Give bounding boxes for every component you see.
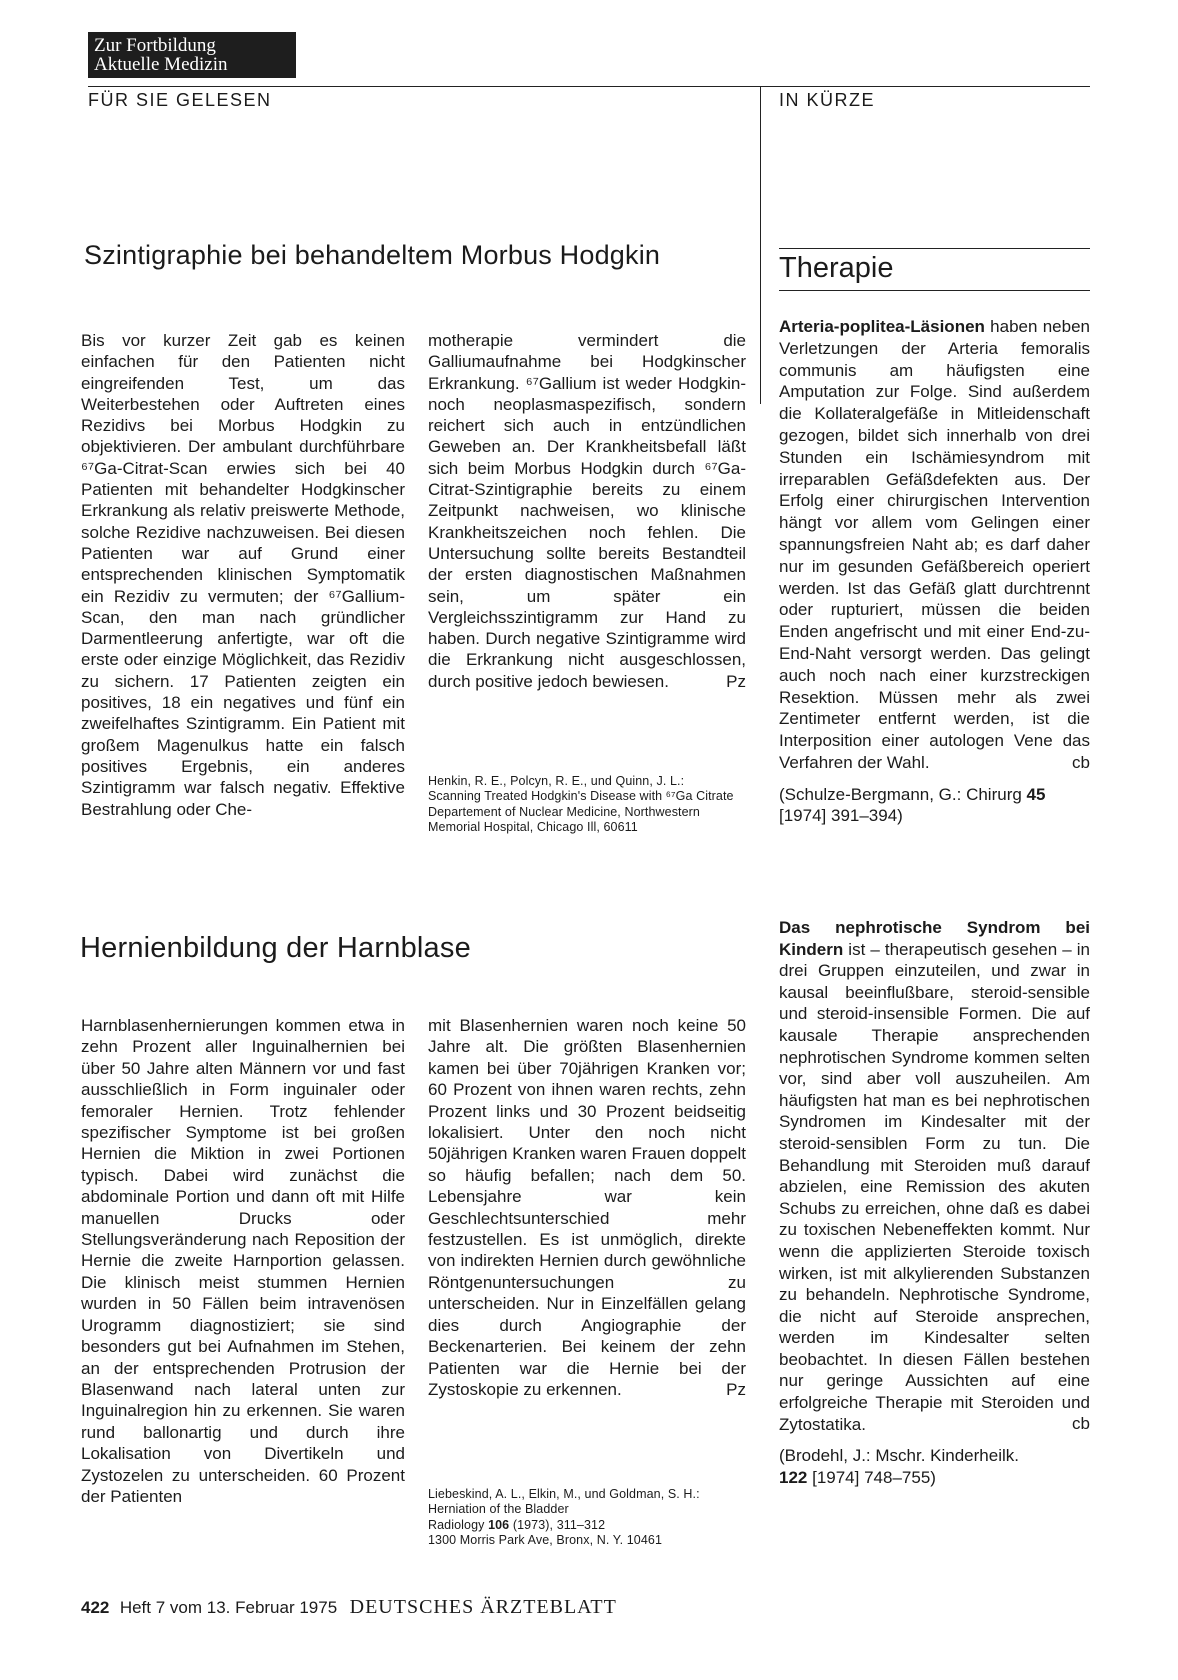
kurz-item2-citation bbox=[779, 1445, 1090, 1489]
article1-author: Pz bbox=[726, 672, 746, 692]
article1-text-col2: motherapie vermindert die Galliumaufnahme bei Hodgkinscher Erkrankung. ⁶⁷Gallium ist weder Hodgkin- noch neoplasmaspezifisch, sondern reichert sich auch in entzündlichen Geweben an. Der Krankheitsbefall läßt sich beim Morbus Hodgkin durch ⁶⁷Ga-Citrat-Szintigraphie bereits zu einem Zeitpunkt nachweisen, wo klinische Krankheitszeichen noch fehlen. Die Untersuchung sollte bereits Bestandteil der ersten diagnostischen Maßnahmen sein, um später ein Vergleichsszintigramm zur Hand zu haben. Durch negative Szintigramme wird die Erkrankung nicht ausgeschlossen, durch positive jedoch bewiesen. bbox=[428, 331, 746, 691]
kurz-item2-cite-post: [1974] 748–755) bbox=[807, 1467, 936, 1487]
article2-text-col1: Harnblasenhernierungen kommen etwa in zehn Prozent aller Inguinalhernien bei über 50 Jahre alten Männern vor und fast ausschließlich in Form inguinaler oder femoraler Hernien. Trotz fehlender spezifischer Symptome ist bei großen Hernien die Miktion in zwei Portionen typisch. Dabei wird zunächst die abdominale Portion und dann oft mit Hilfe manuellen Drucks oder Stellungsveränderung nach Reposition der Hernie die zweite Harnportion gelassen. Die klinisch meist stummen Hernien wurden in 50 Fällen beim intravenösen Urogramm diagnostiziert; sie sind besonders gut bei Aufnahmen im Stehen, an der entsprechenden Protrusion der Blasenwand nach lateral unten zur Inguinalregion hin zu erkennen. Sie waren rund ballonartig und durch ihre Lokalisation von Divertikeln und Zystozelen zu unterscheiden. 60 Prozent der Patienten bbox=[81, 1016, 405, 1506]
article1-column-2 bbox=[428, 330, 746, 692]
article1-ref-authors: Henkin, R. E., Polcyn, R. E., und Quinn, J. L.: bbox=[428, 774, 685, 788]
section-label-left: FÜR SIE GELESEN bbox=[88, 90, 272, 110]
kurz-item1-text: haben neben Verletzungen der Arteria femoralis communis am häufigsten eine Amputation zur Folge. Sind außerdem die Kollateralgefäße in Mitleidenschaft gezogen, bildet sich innerhalb von drei Stunden ein Ischämiesyndrom mit irreparablen Gefäßdefekten aus. Der Erfolg einer chirurgischen Intervention hängt vor allem vom Gelingen einer spannungsfreien Naht ab; es darf daher nur im gesunden Gefäßbereich operiert werden. Ist das Gefäß glatt durchtrennt oder rupturiert, müssen die beiden Enden angefrischt und mit einer End-zu-End-Naht versorgt werden. Das gelingt auch noch nach einer kurzstreckigen Resektion. Müssen mehr als zwei Zentimeter entfernt werden, ist die Interposition einer autologen Vene das Verfahren der Wahl. bbox=[779, 317, 1090, 772]
article2-title: Hernienbildung der Harnblase bbox=[80, 932, 471, 964]
page-footer bbox=[81, 1596, 617, 1619]
article2-ref-journal: Radiology bbox=[428, 1517, 485, 1532]
article1-text-col1: Bis vor kurzer Zeit gab es keinen einfachen für den Patienten nicht eingreifenden Test, um das Weiterbestehen oder Auftreten eines Rezidivs bei Morbus Hodgkin zu objektivieren. Der ambulant durchführbare ⁶⁷Ga-Citrat-Scan erwies sich bei 40 Patienten mit behandelter Hodgkinscher Erkrankung als relativ preiswerte Methode, solche Rezidive nachzuweisen. Bei diesen Patienten war auf Grund einer entsprechenden klinischen Symptomatik ein Rezidiv zu vermuten; der ⁶⁷Gallium-Scan, den man nach gründlicher Darmentleerung anfertigte, war oft die erste oder einzige Möglichkeit, das Rezidiv zu sichern. 17 Patienten zeigten ein positives, 18 ein negatives und fünf ein zweifelhaftes Szintigramm. Ein Patient mit großem Magenulkus hatte ein falsch positives Ergebnis, ein anderes Szintigramm war falsch negativ. Effektive Bestrahlung oder Che- bbox=[81, 331, 405, 819]
kurz-item1-cite-pre: (Schulze-Bergmann, G.: Chirurg bbox=[779, 784, 1027, 804]
magazine-name: DEUTSCHES ÄRZTEBLATT bbox=[349, 1596, 617, 1618]
article2-text-col2: mit Blasenhernien waren noch keine 50 Jahre alt. Die größten Blasenhernien kamen bei über 70jährigen Kranken vor; 60 Prozent von ihnen waren rechts, zehn Prozent links und 30 Prozent beidseitig lokalisiert. Unter den noch nicht 50jährigen Kranken waren Frauen doppelt so häufig befallen; nach dem 50. Lebensjahre war kein Geschlechtsunterschied mehr festzustellen. Es ist unmöglich, direkte von indirekten Hernien durch gewöhnliche Röntgenuntersuchungen zu unterscheiden. Nur in Einzelfällen gelang dies durch Angiographie der Beckenarterien. Bei keinem der zehn Patienten war die Hernie bei der Zystoskopie zu erkennen. bbox=[428, 1016, 746, 1399]
issue-info: Heft 7 vom 13. Februar 1975 bbox=[119, 1598, 338, 1617]
kurz-item2-cite-vol: 122 bbox=[779, 1467, 808, 1487]
kurz-item1-author: cb bbox=[1072, 752, 1090, 772]
article2-column-2 bbox=[428, 1015, 746, 1401]
article2-reference bbox=[428, 1487, 746, 1548]
article2-ref-journal-line bbox=[428, 1518, 746, 1533]
department-line-2: Aktuelle Medizin bbox=[94, 54, 228, 75]
article2-ref-volume: 106 bbox=[488, 1517, 510, 1532]
article2-ref-title: Herniation of the Bladder bbox=[428, 1502, 569, 1517]
kurz-item2-cite-pre: (Brodehl, J.: Mschr. Kinderheilk. bbox=[779, 1446, 1019, 1466]
article2-ref-authors: Liebeskind, A. L., Elkin, M., und Goldman, S. H.: bbox=[428, 1487, 700, 1501]
department-line-1: Zur Fortbildung bbox=[94, 35, 216, 56]
article2-ref-address: 1300 Morris Park Ave, Bronx, N. Y. 10461 bbox=[428, 1532, 662, 1547]
department-header bbox=[88, 32, 296, 78]
article1-title: Szintigraphie bei behandeltem Morbus Hodgkin bbox=[84, 240, 661, 270]
article1-column-1 bbox=[81, 330, 405, 820]
section-label-right: IN KÜRZE bbox=[779, 90, 876, 110]
article1-reference bbox=[428, 774, 746, 835]
article2-author: Pz bbox=[726, 1380, 746, 1400]
article2-column-1 bbox=[81, 1015, 405, 1507]
top-rule bbox=[88, 86, 1090, 87]
article2-ref-pages: (1973), 311–312 bbox=[512, 1517, 606, 1532]
column-divider bbox=[760, 86, 761, 404]
article1-ref-title: Scanning Treated Hodgkin's Disease with ⁶⁷Ga Citrate bbox=[428, 789, 734, 804]
kurz-item2-text: ist – therapeutisch gesehen – in drei Gruppen einzuteilen, und zwar in kausal beeinflußbare, steroid-sensible und steroid-insensible Formen. Die auf kausale Therapie ansprechenden nephrotischen Syndrome kommen selten vor, sind aber voll auszuheilen. Am häufigsten hat man es bei nephrotischen Syndromen im Kindesalter mit der steroid-sensiblen Form zu tun. Die Behandlung mit Steroiden muß darauf abzielen, eine Remission des akuten Schubs zu erreichen, ohne daß es dabei zu toxischen Nebeneffekten kommt. Nur wenn die applizierten Steroide toxisch wirken, ist mit alkylierenden Substanzen zu behandeln. Nephrotische Syndrome, die nicht auf Steroide ansprechen, werden im Kindesalter selten beobachtet. In diesen Fällen bestehen nur geringe Aussichten auf eine erfolgreiche Therapie mit Steroiden und Zytostatika. bbox=[779, 939, 1090, 1434]
kurz-item2-lead: Das nephrotische Syndrom bei Kindern bbox=[779, 918, 1090, 959]
kurz-item1-paragraph bbox=[779, 316, 1090, 774]
kurz-item-2 bbox=[779, 917, 1090, 1489]
article1-ref-address: Departement of Nuclear Medicine, Northwestern Memorial Hospital, Chicago Ill, 60611 bbox=[428, 804, 700, 834]
kurz-item-1 bbox=[779, 316, 1090, 827]
kurz-item1-lead: Arteria-poplitea-Läsionen bbox=[779, 317, 985, 336]
kurz-title-rule bbox=[779, 248, 1090, 249]
kurz-item2-paragraph bbox=[779, 917, 1090, 1435]
kurz-title: Therapie bbox=[779, 252, 894, 284]
kurz-item1-cite-vol: 45 bbox=[1026, 784, 1046, 804]
kurz-item2-author: cb bbox=[1072, 1414, 1090, 1434]
kurz-item1-cite-post: [1974] 391–394) bbox=[779, 806, 903, 826]
page-number: 422 bbox=[81, 1598, 110, 1617]
kurz-item1-citation bbox=[779, 784, 1090, 828]
kurz-title-rule-bottom bbox=[779, 290, 1090, 291]
